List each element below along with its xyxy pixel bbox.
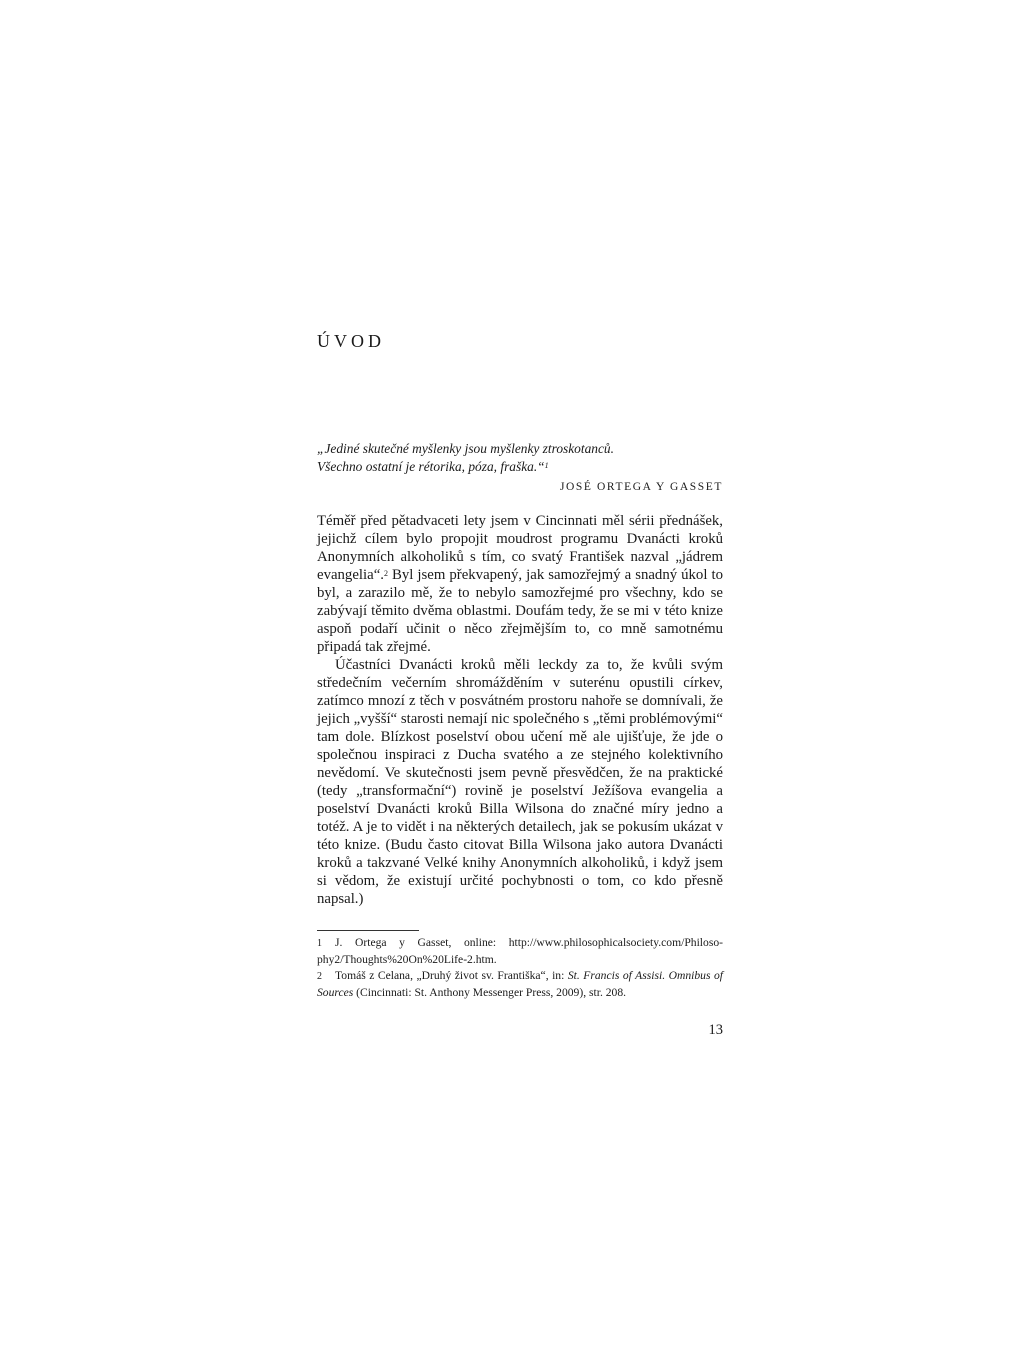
- footnotes: [317, 935, 723, 1001]
- body-text: [317, 512, 723, 908]
- paragraph-1: [317, 512, 723, 656]
- epigraph-line-2-text: Všechno ostatní je rétorika, póza, fraška.“: [317, 459, 545, 474]
- footnote-2-title: St. Francis of Assisi. Omnibus of Sources: [317, 969, 723, 999]
- epigraph-line-1: „Jediné skutečné myšlenky jsou myšlenky ztroskotanců.: [317, 441, 614, 456]
- footnote-2: [317, 968, 723, 1001]
- footnote-1: [317, 935, 723, 968]
- footnote-ref-2: 2: [383, 569, 388, 578]
- footnote-2-number: 2: [317, 971, 322, 982]
- epigraph-footnote-ref: 1: [544, 461, 549, 470]
- paragraph-1-part-1: Téměř před pětadvaceti lety jsem v Cincinnati měl sérii přednášek, jejichž cílem bylo propojit moudrost programu Dvanácti kroků Anonymních alkoholiků s tím, co svatý František nazval „jádrem evangelia“.: [317, 513, 723, 583]
- epigraph-author: JOSÉ ORTEGA Y GASSET: [559, 481, 723, 493]
- paragraph-2: Účastníci Dvanácti kroků měli leckdy za to, že kvůli svým středečním večerním shromážděním v suterénu opustili církev, zatímco mnozí z těch v posvátném prostoru nahoře se domnívali, že jejich „vyšší“ starosti nemají nic společného s „těmi problémovými“ tam dole. Blízkost poselství obou učení mě ale ujišťuje, že jde o společnou inspiraci z Ducha svatého a ze stejného kolektivního nevědomí. Ve skutečnosti jsem pevně přesvědčen, že na praktické (tedy „transformační“) rovině je poselství Ježíšova evangelia a poselství Dvanácti kroků Billa Wilsona do značné míry jedno a totéž. A je to vidět i na některých detailech, jak se pokusím ukázat v této knize. (Budu často citovat Billa Wilsona jako autora Dvanácti kroků a takzvané Velké knihy Anonymních alkoholiků, i když jsem si vědom, že existují určité pochybnosti o tom, co kdo přesně napsal.): [317, 657, 723, 907]
- footnote-divider: [317, 930, 419, 931]
- footnote-1-number: 1: [317, 938, 322, 949]
- chapter-title: ÚVOD: [317, 331, 385, 351]
- footnote-1-text: J. Ortega y Gasset, online: http://www.philosophicalsociety.com/Philosophy2/Thoughts%20On%20Life-2.htm.: [317, 936, 723, 966]
- page-number: 13: [708, 1022, 723, 1038]
- paragraph-1-part-2: Byl jsem překvapený, jak samozřejmý a snadný úkol to byl, a zarazilo mě, že to nebylo samozřejmé pro všechny, kdo se zabývají těmito dvěma oblastmi. Doufám tedy, že se mi v této knize aspoň podaří učinit o něco zřejmějším to, co mně samotnému připadá tak zřejmé.: [317, 567, 723, 655]
- footnote-2-text-a: Tomáš z Celana, „Druhý život sv. Františka“, in:: [335, 969, 568, 982]
- epigraph-line-2: [317, 458, 723, 476]
- epigraph: [317, 440, 723, 496]
- footnote-2-text-b: (Cincinnati: St. Anthony Messenger Press, 2009), str. 208.: [353, 986, 627, 999]
